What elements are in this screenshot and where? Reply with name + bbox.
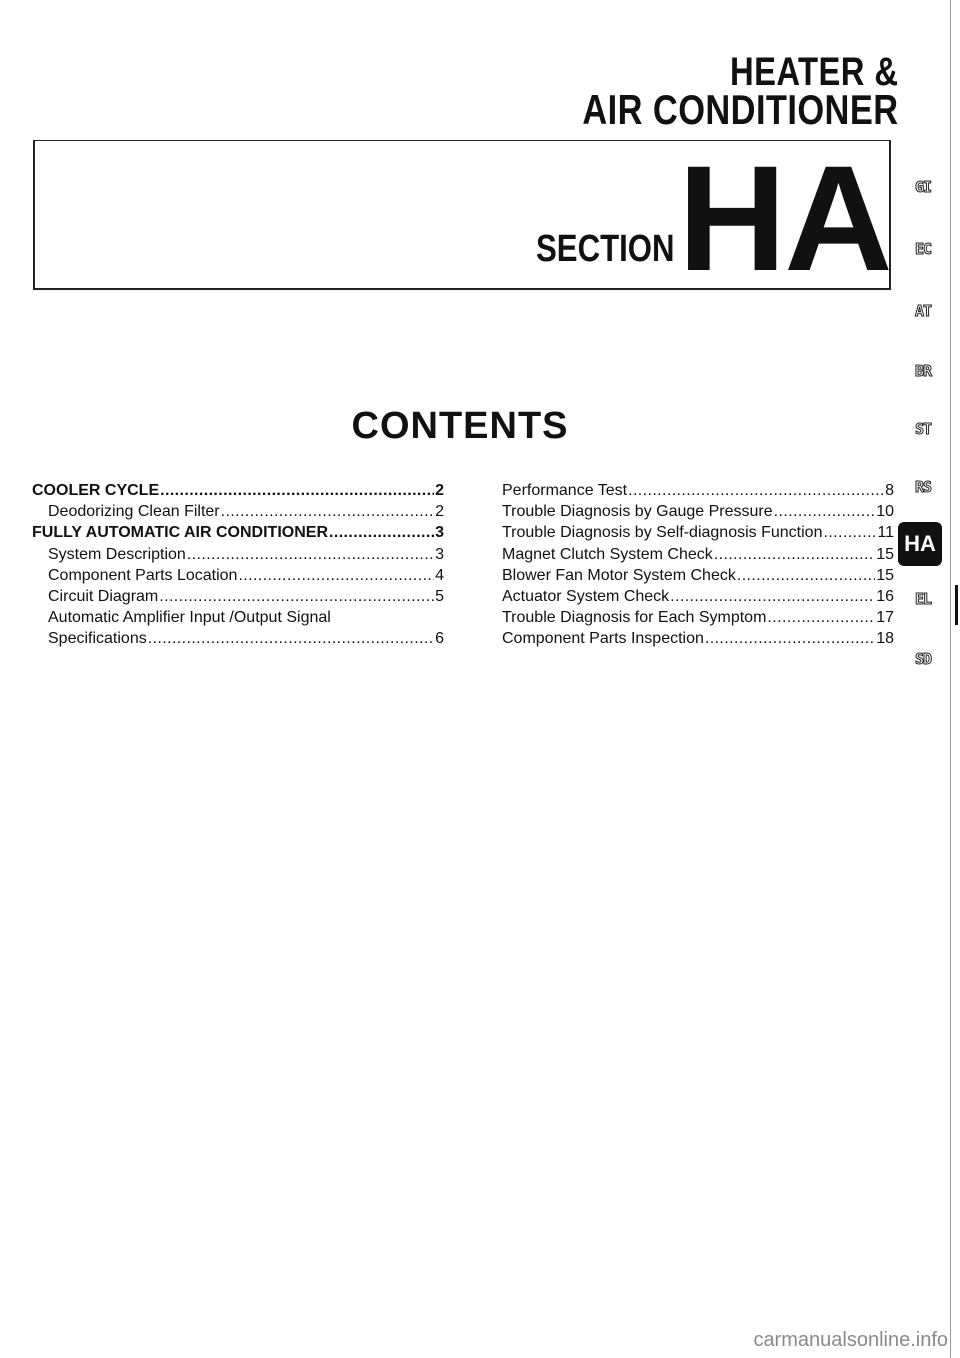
page-edge-mark: [955, 585, 958, 625]
toc-entry-page: 11: [877, 524, 894, 542]
toc-entry-page: 15: [876, 566, 894, 584]
toc-entry[interactable]: [32, 588, 444, 609]
toc-entry-page: 8: [885, 482, 894, 499]
toc-entry-page: 18: [876, 630, 894, 648]
toc-entry-page: 5: [435, 587, 444, 605]
toc-entry-page: 2: [435, 503, 444, 521]
toc-leader-dots: [187, 546, 434, 564]
toc-right-column: [502, 482, 894, 652]
toc-entry-label: Magnet Clutch System Check: [502, 545, 713, 563]
toc-entry[interactable]: [502, 503, 894, 524]
side-tab-rs[interactable]: RS: [914, 478, 932, 496]
section-code: HA: [678, 134, 891, 302]
side-tab-at[interactable]: AT: [914, 302, 932, 320]
toc-entry-page: 4: [435, 566, 444, 584]
toc-entry-label: Automatic Amplifier Input /Output Signal: [48, 609, 331, 627]
toc-entry-label: Trouble Diagnosis for Each Symptom: [502, 609, 767, 627]
toc-entry-page: 2: [435, 482, 444, 499]
contents-heading: CONTENTS: [351, 405, 569, 447]
section-label: SECTION: [536, 228, 675, 270]
toc-entry-label: Trouble Diagnosis by Self-diagnosis Function: [502, 524, 823, 542]
toc-entry-label: Circuit Diagram: [48, 587, 159, 605]
side-tab-br[interactable]: BR: [914, 362, 932, 380]
toc-entry-page: 10: [876, 503, 894, 521]
toc-entry-label: Performance Test: [502, 482, 628, 499]
toc-entry[interactable]: [32, 630, 444, 651]
toc-entry-label: FULLY AUTOMATIC AIR CONDITIONER: [32, 524, 328, 542]
toc-entry-page: 6: [435, 630, 444, 648]
toc-entry[interactable]: [32, 503, 444, 524]
toc-entry-label: Actuator System Check: [502, 587, 670, 605]
toc-entry-page: 16: [876, 587, 894, 605]
page-edge-line: [950, 0, 951, 1358]
toc-entry-label: Trouble Diagnosis by Gauge Pressure: [502, 503, 773, 521]
toc-leader-dots: [737, 567, 875, 585]
side-tab-sd[interactable]: SD: [914, 650, 932, 668]
toc-entry[interactable]: [502, 524, 894, 545]
toc-entry[interactable]: [502, 482, 894, 503]
toc-leader-dots: [774, 503, 876, 521]
toc-entry[interactable]: [32, 567, 444, 588]
side-tab-ec[interactable]: EC: [914, 240, 932, 258]
title-line-2: AIR CONDITIONER: [581, 86, 898, 133]
toc-leader-dots: [767, 609, 875, 627]
toc-entry[interactable]: [502, 567, 894, 588]
toc-leader-dots: [705, 630, 875, 648]
toc-left-column: [32, 482, 444, 652]
toc-leader-dots: [160, 482, 434, 500]
side-tab-ha[interactable]: HA: [898, 522, 942, 566]
toc-entry[interactable]: [502, 630, 894, 651]
watermark: carmanualsonline.info: [753, 1329, 948, 1351]
title-line-1: HEATER &: [729, 50, 898, 94]
toc-entry[interactable]: [32, 524, 444, 545]
toc-entry[interactable]: [32, 546, 444, 567]
toc-entry[interactable]: [502, 588, 894, 609]
toc-leader-dots: [670, 588, 875, 606]
toc-entry-page: 3: [435, 545, 444, 563]
toc-entry-page: 15: [876, 545, 894, 563]
toc-entry[interactable]: [502, 546, 894, 567]
side-tab-gi[interactable]: GI: [914, 178, 932, 196]
toc-leader-dots: [823, 524, 876, 542]
toc-leader-dots: [628, 482, 884, 500]
toc-leader-dots: [329, 524, 434, 542]
toc-entry-label: Blower Fan Motor System Check: [502, 566, 736, 584]
toc-entry-label: COOLER CYCLE: [32, 482, 160, 499]
toc-entry-label: Deodorizing Clean Filter: [48, 503, 220, 521]
toc-entry-page: 17: [876, 609, 894, 627]
toc-leader-dots: [238, 567, 434, 585]
side-tab-st[interactable]: ST: [914, 420, 932, 438]
toc-entry-label: Component Parts Inspection: [502, 630, 704, 648]
side-tab-el[interactable]: EL: [914, 590, 932, 608]
toc-leader-dots: [714, 546, 875, 564]
toc-entry[interactable]: [32, 482, 444, 503]
toc-entry[interactable]: [32, 609, 444, 630]
toc-entry-label: System Description: [48, 545, 186, 563]
toc-entry-page: 3: [435, 524, 444, 542]
toc-entry[interactable]: [502, 609, 894, 630]
toc-entry-label: Specifications: [48, 630, 147, 648]
toc-entry-label: Component Parts Location: [48, 566, 238, 584]
toc-leader-dots: [159, 588, 434, 606]
toc-leader-dots: [221, 503, 434, 521]
toc-leader-dots: [148, 630, 434, 648]
